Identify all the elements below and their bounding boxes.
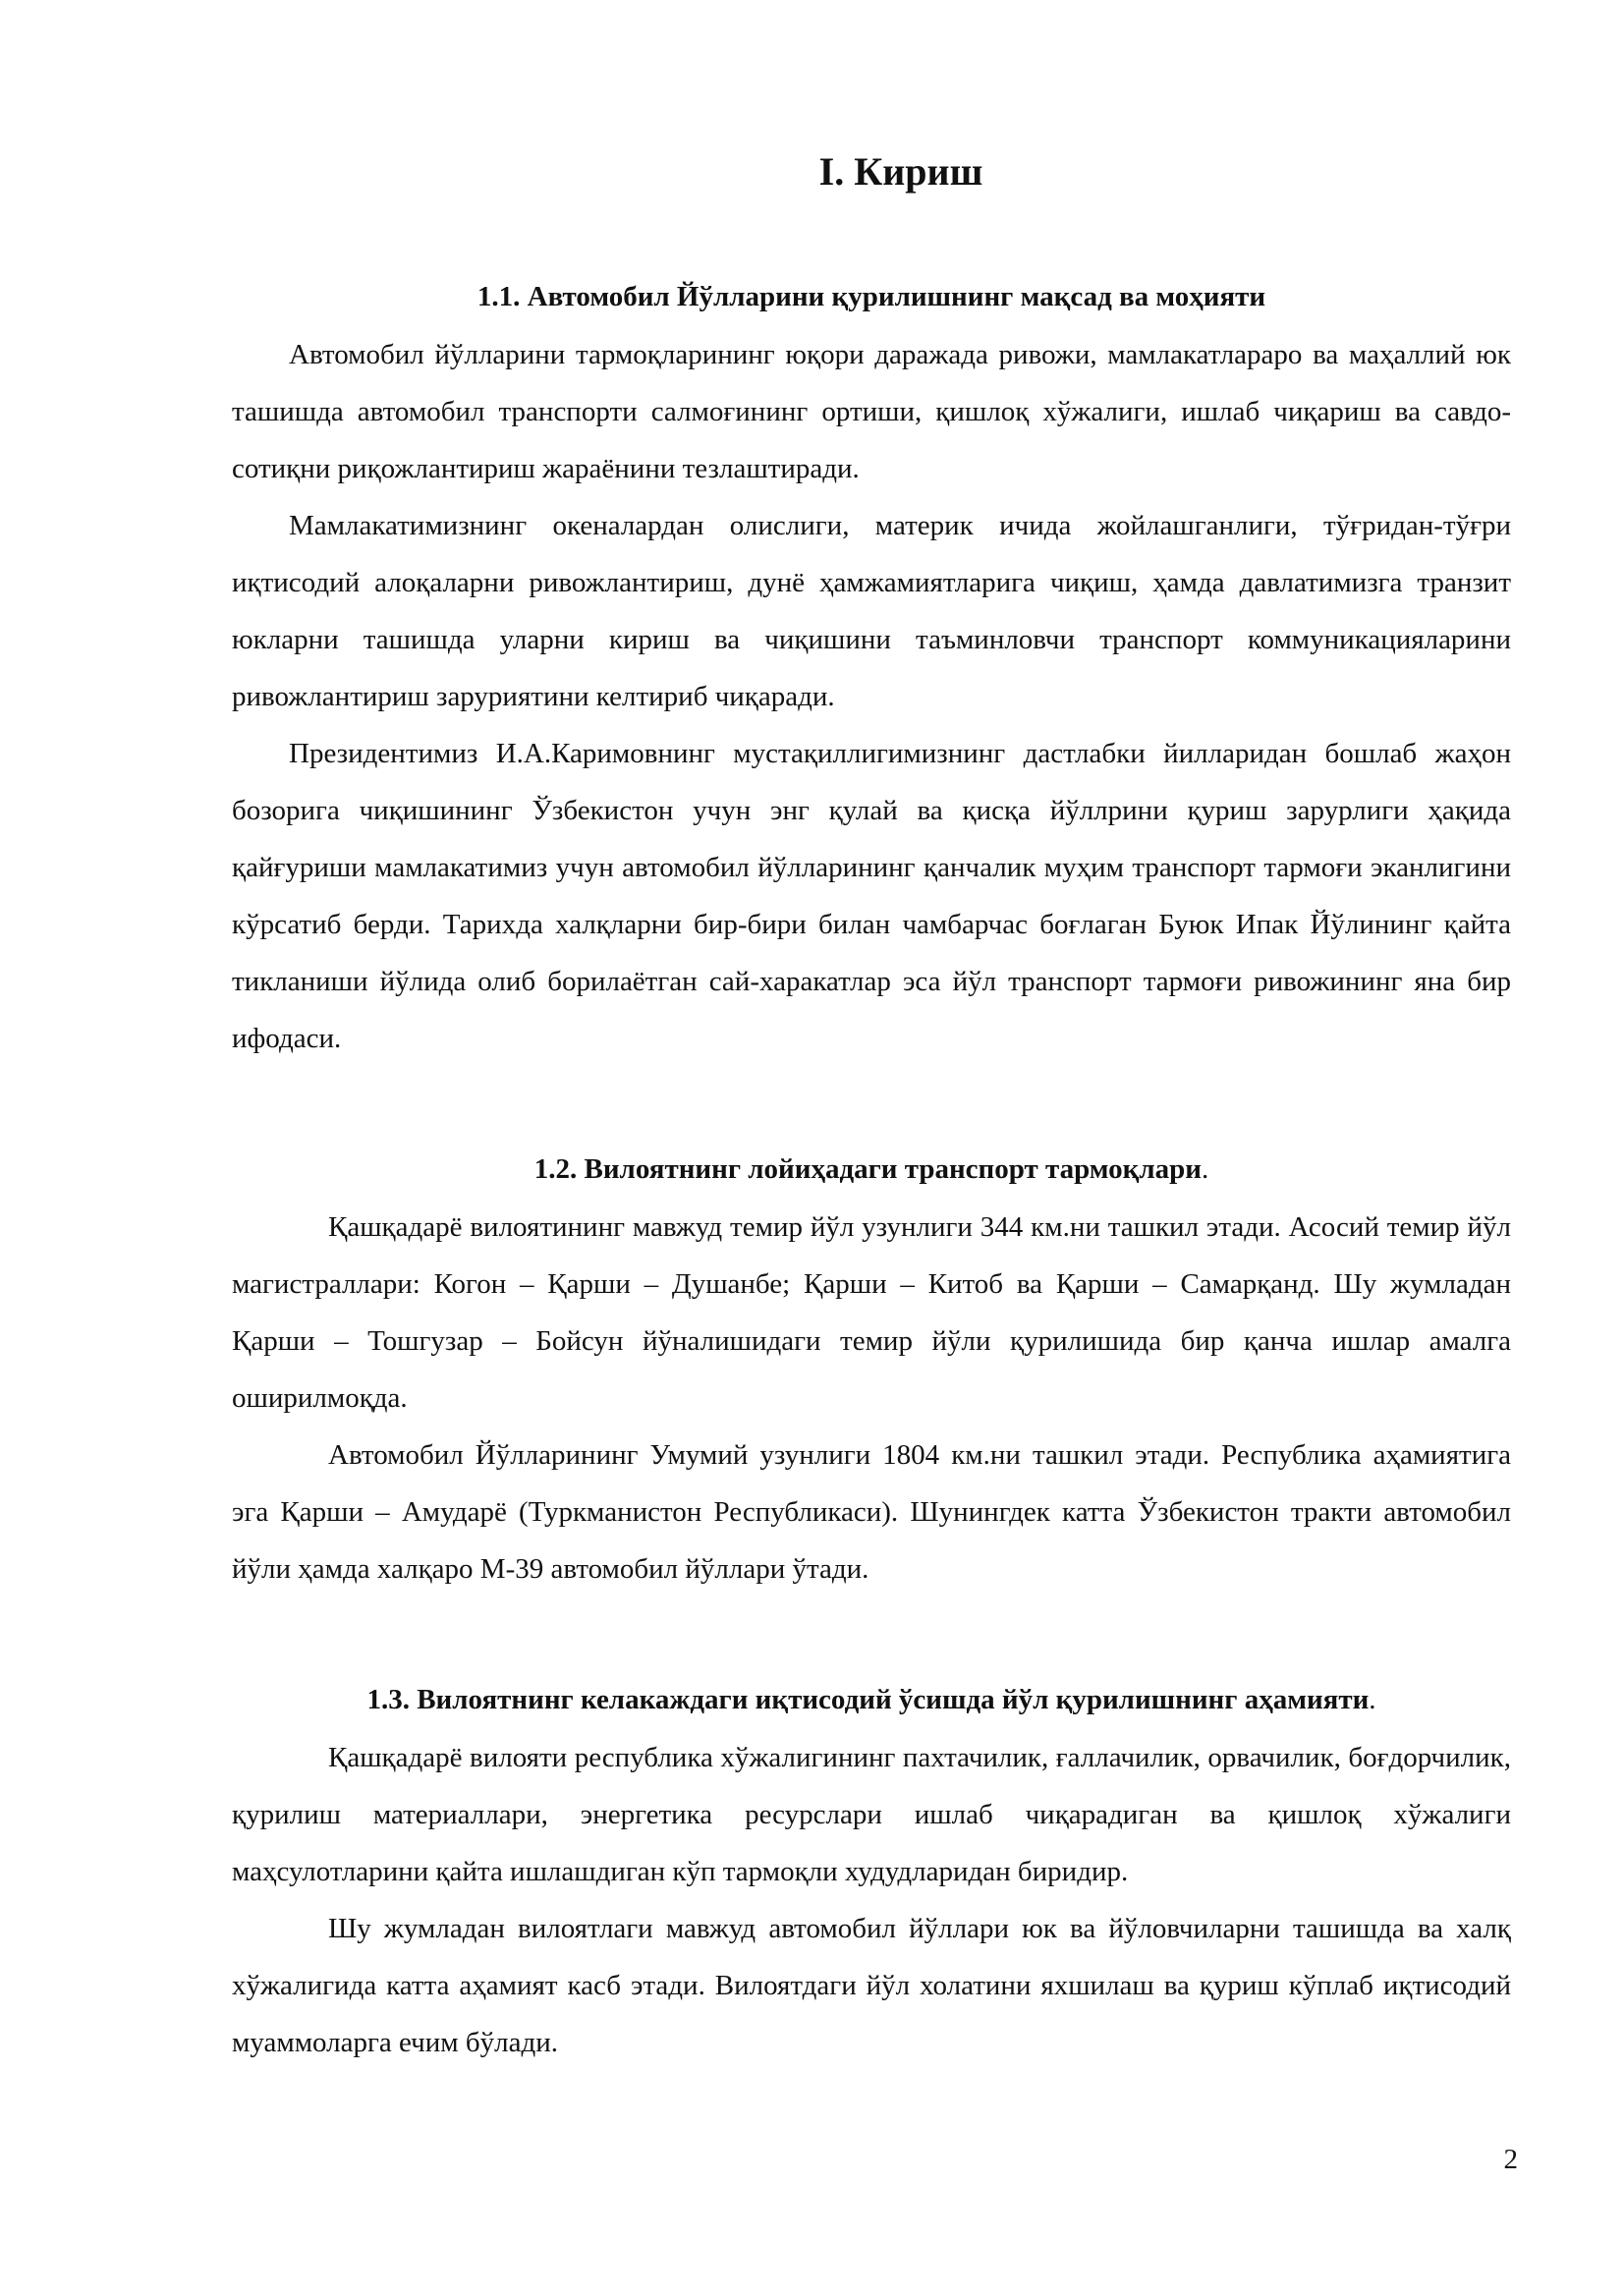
section-1-1 bbox=[232, 277, 1511, 1067]
section-1-3 bbox=[232, 1680, 1511, 2071]
section-heading-text: 1.3. Вилоятнинг келакаждаги иқтисодий ўсишда йўл қурилишнинг аҳамияти bbox=[366, 1684, 1370, 1715]
section-heading-suffix: . bbox=[1369, 1684, 1376, 1715]
paragraph: Президентимиз И.А.Каримовнинг мустақиллигимизнинг дастлабки йилларидан бошлаб жаҳон бозорига чиқишининг Ўзбекистон учун энг қулай ва қисқа йўллрини қуриш зарурлиги ҳақида қайғуриши мамлакатимиз учун автомобил йўлларининг қанчалик муҳим транспорт тармоғи эканлигини кўрсатиб берди. Тарихда халқларни бир-бири билан чамбарчас боғлаган Буюк Ипак Йўлининг қайта тикланиши йўлида олиб борилаётган сай-харакатлар эса йўл транспорт тармоғи ривожининг яна бир ифодаси. bbox=[232, 738, 1511, 1054]
document-body bbox=[232, 147, 1511, 2071]
section-1-2 bbox=[232, 1149, 1511, 1597]
paragraph: Шу жумладан вилоятлаги мавжуд автомобил йўллари юк ва йўловчиларни ташишда ва халқ хўжалигида катта аҳамият касб этади. Вилоятдаги йўл холатини яхшилаш ва қуриш кўплаб иқтисодий муаммоларга ечим бўлади. bbox=[232, 1913, 1511, 2058]
page-title: I. Кириш bbox=[818, 149, 983, 194]
paragraph: Автомобил Йўлларининг Умумий узунлиги 1804 км.ни ташкил этади. Республика аҳамиятига эга Қарши – Амударё (Туркманистон Республикаси). Шунингдек катта Ўзбекистон тракти автомобил йўли ҳамда халқаро М-39 автомобил йўллари ўтади. bbox=[232, 1439, 1511, 1585]
section-heading bbox=[232, 1680, 1511, 1719]
section-heading-text: 1.2. Вилоятнинг лойиҳадаги транспорт тармоқлари bbox=[533, 1153, 1202, 1185]
paragraph: Қашқадарё вилояти республика хўжалигининг пахтачилик, ғаллачилик, орвачилик, боғдорчилик, қурилиш материаллари, энергетика ресурслари ишлаб чиқарадиган ва қишлоқ хўжалиги маҳсулотларини қайта ишлашдиган кўп тармоқли худудларидан биридир. bbox=[232, 1742, 1511, 1887]
page-number: 2 bbox=[1503, 2144, 1518, 2175]
paragraph: Автомобил йўлларини тармоқларининг юқори даражада ривожи, мамлакатлараро ва маҳаллий юк ташишда автомобил транспорти салмоғининг ортиши, қишлоқ хўжалиги, ишлаб чиқариш ва савдо-сотиқни риқожлантириш жараёнини тезлаштиради. bbox=[232, 339, 1511, 484]
paragraph: Мамлакатимизнинг океналардан олислиги, материк ичида жойлашганлиги, тўғридан-тўғри иқтисодий алоқаларни ривожлантириш, дунё ҳамжамиятларига чиқиш, ҳамда давлатимизга транзит юкларни ташишда уларни кириш ва чиқишини таъминловчи транспорт коммуникацияларини ривожлантириш заруриятини келтириб чиқаради. bbox=[232, 510, 1511, 712]
section-heading bbox=[232, 1149, 1511, 1189]
paragraph: Қашқадарё вилоятининг мавжуд темир йўл узунлиги 344 км.ни ташкил этади. Асосий темир йўл магистраллари: Когон – Қарши – Душанбе; Қарши – Китоб ва Қарши – Самарқанд. Шу жумладан Қарши – Тошгузар – Бойсун йўналишидаги темир йўли қурилишида бир қанча ишлар амалга оширилмоқда. bbox=[232, 1211, 1511, 1414]
section-heading-suffix: . bbox=[1201, 1153, 1209, 1185]
section-heading-text: 1.1. Автомобил Йўлларини қурилишнинг мақсад ва моҳияти bbox=[476, 281, 1266, 312]
section-heading bbox=[232, 277, 1511, 316]
